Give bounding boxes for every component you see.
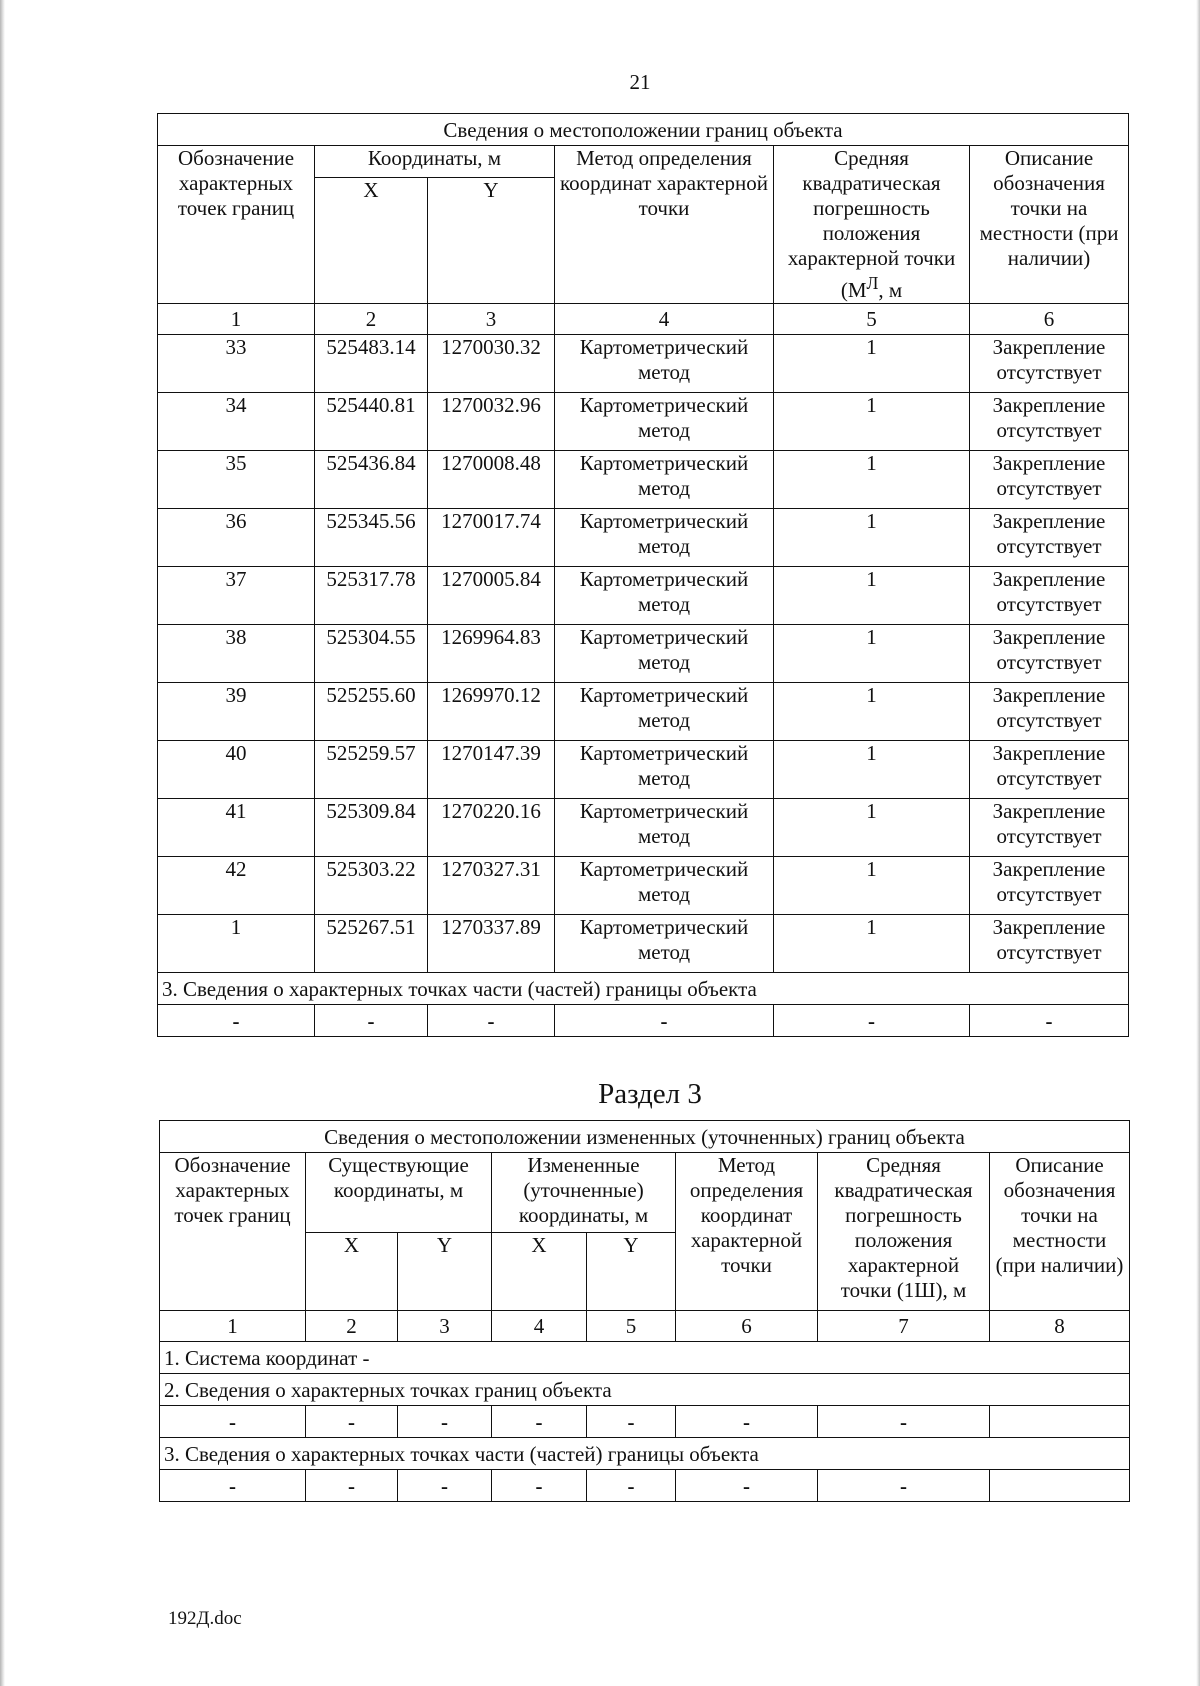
table1-header-y: Y <box>428 178 555 304</box>
table1-index-cell: 1 <box>158 304 315 335</box>
table2-header-error: Средняя квадратическая погрешность положения характерной точки (1Ш), м <box>818 1153 990 1311</box>
table1-cell-point: 40 <box>158 741 315 799</box>
table2-index-cell: 2 <box>306 1311 398 1342</box>
table-row <box>158 509 1129 567</box>
table1-cell-method: Картометрический метод <box>555 741 774 799</box>
table1-cell-y: 1270327.31 <box>428 857 555 915</box>
table1-cell-error: 1 <box>774 567 970 625</box>
table1-cell-method: Картометрический метод <box>555 509 774 567</box>
table1-index-cell: 5 <box>774 304 970 335</box>
table1-cell-method: Картометрический метод <box>555 915 774 973</box>
table1-cell-description: Закрепление отсутствует <box>970 915 1129 973</box>
table1-cell-y: 1269964.83 <box>428 625 555 683</box>
table1-cell-description: Закрепление отсутствует <box>970 683 1129 741</box>
table2-parts-cell: - <box>492 1470 587 1502</box>
table1-header-error <box>774 146 970 304</box>
table2-parts-cell: - <box>306 1470 398 1502</box>
table1-header-error-sup: Л <box>866 273 879 293</box>
table1-cell-method: Картометрический метод <box>555 451 774 509</box>
table1-index-cell: 6 <box>970 304 1129 335</box>
table2-header-y-existing: Y <box>398 1233 492 1311</box>
table1-cell-x: 525255.60 <box>315 683 428 741</box>
table2-index-cell: 6 <box>676 1311 818 1342</box>
table1-cell-x: 525304.55 <box>315 625 428 683</box>
table1-cell-point: 42 <box>158 857 315 915</box>
table1-section3-cell: - <box>315 1005 428 1037</box>
table1-cell-method: Картометрический метод <box>555 567 774 625</box>
table1-cell-point: 34 <box>158 393 315 451</box>
table2-header-method: Метод определения координат характерной точки <box>676 1153 818 1311</box>
table1-cell-description: Закрепление отсутствует <box>970 857 1129 915</box>
table1-cell-error: 1 <box>774 799 970 857</box>
table2-points-cell: - <box>587 1406 676 1438</box>
table1-cell-x: 525303.22 <box>315 857 428 915</box>
table1-cell-point: 35 <box>158 451 315 509</box>
table2-index-cell: 5 <box>587 1311 676 1342</box>
table1-index-cell: 4 <box>555 304 774 335</box>
table1-section3-cell: - <box>774 1005 970 1037</box>
table1-cell-description: Закрепление отсутствует <box>970 741 1129 799</box>
table2-row-points: 2. Сведения о характерных точках границ объекта <box>160 1374 1130 1406</box>
table1-section3-cell: - <box>970 1005 1129 1037</box>
table1-header-coords: Координаты, м <box>315 146 555 178</box>
table1-header-error-text: Средняя квадратическая погрешность положения характерной точки (М <box>787 146 956 302</box>
table2-header-changed: Измененные (уточненные) координаты, м <box>492 1153 676 1233</box>
table1-cell-description: Закрепление отсутствует <box>970 625 1129 683</box>
table1-header-x: X <box>315 178 428 304</box>
table1-cell-x: 525436.84 <box>315 451 428 509</box>
table1-cell-description: Закрепление отсутствует <box>970 509 1129 567</box>
table2-row-parts: 3. Сведения о характерных точках части (частей) границы объекта <box>160 1438 1130 1470</box>
table1-cell-description: Закрепление отсутствует <box>970 335 1129 393</box>
table1-cell-point: 33 <box>158 335 315 393</box>
table1-body <box>158 335 1129 973</box>
table1-cell-point: 37 <box>158 567 315 625</box>
table-row <box>158 799 1129 857</box>
table1-cell-y: 1269970.12 <box>428 683 555 741</box>
table2-points-cell <box>990 1406 1130 1438</box>
table1-cell-method: Картометрический метод <box>555 335 774 393</box>
changed-boundary-table <box>159 1120 1130 1502</box>
table1-cell-x: 525345.56 <box>315 509 428 567</box>
table2-parts-cell: - <box>818 1470 990 1502</box>
table2-index-cell: 8 <box>990 1311 1130 1342</box>
table2-index-cell: 1 <box>160 1311 306 1342</box>
table1-cell-method: Картометрический метод <box>555 393 774 451</box>
table2-points-cell: - <box>492 1406 587 1438</box>
table1-cell-point: 1 <box>158 915 315 973</box>
table1-cell-x: 525309.84 <box>315 799 428 857</box>
table-row <box>158 741 1129 799</box>
table1-cell-point: 36 <box>158 509 315 567</box>
table1-cell-y: 1270030.32 <box>428 335 555 393</box>
page-number: 21 <box>629 70 651 94</box>
table1-cell-method: Картометрический метод <box>555 625 774 683</box>
table2-parts-cell: - <box>160 1470 306 1502</box>
table-row <box>158 451 1129 509</box>
table2-index-cell: 3 <box>398 1311 492 1342</box>
table1-cell-point: 39 <box>158 683 315 741</box>
table1-header-description: Описание обозначения точки на местности (при наличии) <box>970 146 1129 304</box>
table1-cell-error: 1 <box>774 741 970 799</box>
table2-parts-cell: - <box>587 1470 676 1502</box>
table1-cell-y: 1270337.89 <box>428 915 555 973</box>
table1-header-point: Обозначение характерных точек границ <box>158 146 315 304</box>
table1-index-cell: 2 <box>315 304 428 335</box>
table1-section3-cell: - <box>555 1005 774 1037</box>
table2-points-cell: - <box>160 1406 306 1438</box>
table1-cell-method: Картометрический метод <box>555 683 774 741</box>
table2-parts-cell: - <box>398 1470 492 1502</box>
table1-cell-error: 1 <box>774 625 970 683</box>
table1-cell-error: 1 <box>774 683 970 741</box>
table1-section3-cell: - <box>428 1005 555 1037</box>
table1-cell-error: 1 <box>774 335 970 393</box>
table1-title: Сведения о местоположении границ объекта <box>158 114 1129 146</box>
table-row <box>158 335 1129 393</box>
table-row <box>158 857 1129 915</box>
table2-header-y-changed: Y <box>587 1233 676 1311</box>
table1-cell-point: 41 <box>158 799 315 857</box>
footer-filename: 192Д.doc <box>168 1608 242 1629</box>
table1-cell-x: 525483.14 <box>315 335 428 393</box>
table-row <box>158 625 1129 683</box>
table1-cell-error: 1 <box>774 393 970 451</box>
table1-cell-y: 1270147.39 <box>428 741 555 799</box>
table2-points-cell: - <box>818 1406 990 1438</box>
table1-cell-y: 1270032.96 <box>428 393 555 451</box>
table1-cell-error: 1 <box>774 509 970 567</box>
table1-cell-error: 1 <box>774 857 970 915</box>
scan-edge-left <box>0 0 5 1686</box>
table-row <box>158 683 1129 741</box>
table2-points-cell: - <box>398 1406 492 1438</box>
table1-cell-method: Картометрический метод <box>555 857 774 915</box>
table1-cell-y: 1270017.74 <box>428 509 555 567</box>
table1-header-error-tail: , м <box>878 278 903 302</box>
table1-cell-description: Закрепление отсутствует <box>970 393 1129 451</box>
table1-header-method: Метод определения координат характерной точки <box>555 146 774 304</box>
table1-index-cell: 3 <box>428 304 555 335</box>
table2-points-cell: - <box>676 1406 818 1438</box>
table1-cell-error: 1 <box>774 915 970 973</box>
scan-edge-right <box>1196 0 1200 1686</box>
section-heading: Раздел 3 <box>598 1078 702 1110</box>
table1-cell-x: 525267.51 <box>315 915 428 973</box>
table2-parts-cell <box>990 1470 1130 1502</box>
table1-cell-method: Картометрический метод <box>555 799 774 857</box>
table1-cell-x: 525259.57 <box>315 741 428 799</box>
table1-cell-description: Закрепление отсутствует <box>970 567 1129 625</box>
table2-header-point: Обозначение характерных точек границ <box>160 1153 306 1311</box>
table1-cell-point: 38 <box>158 625 315 683</box>
table1-cell-error: 1 <box>774 451 970 509</box>
table2-parts-cell: - <box>676 1470 818 1502</box>
table-row <box>158 915 1129 973</box>
boundary-location-table <box>157 113 1129 1037</box>
table2-index-cell: 7 <box>818 1311 990 1342</box>
table1-cell-x: 525440.81 <box>315 393 428 451</box>
table1-cell-x: 525317.78 <box>315 567 428 625</box>
table2-index-cell: 4 <box>492 1311 587 1342</box>
table1-cell-description: Закрепление отсутствует <box>970 451 1129 509</box>
table1-cell-y: 1270005.84 <box>428 567 555 625</box>
table2-header-x-existing: X <box>306 1233 398 1311</box>
table2-header-description: Описание обозначения точки на местности (при наличии) <box>990 1153 1130 1311</box>
table2-row-system: 1. Система координат - <box>160 1342 1130 1374</box>
table2-title: Сведения о местоположении измененных (уточненных) границ объекта <box>160 1121 1130 1153</box>
table2-header-x-changed: X <box>492 1233 587 1311</box>
table2-points-cell: - <box>306 1406 398 1438</box>
table1-section3-cell: - <box>158 1005 315 1037</box>
table1-cell-description: Закрепление отсутствует <box>970 799 1129 857</box>
table-row <box>158 393 1129 451</box>
table1-cell-y: 1270008.48 <box>428 451 555 509</box>
table-row <box>158 567 1129 625</box>
table2-header-existing: Существующие координаты, м <box>306 1153 492 1233</box>
table1-cell-y: 1270220.16 <box>428 799 555 857</box>
table1-section3-label: 3. Сведения о характерных точках части (частей) границы объекта <box>158 973 1129 1005</box>
